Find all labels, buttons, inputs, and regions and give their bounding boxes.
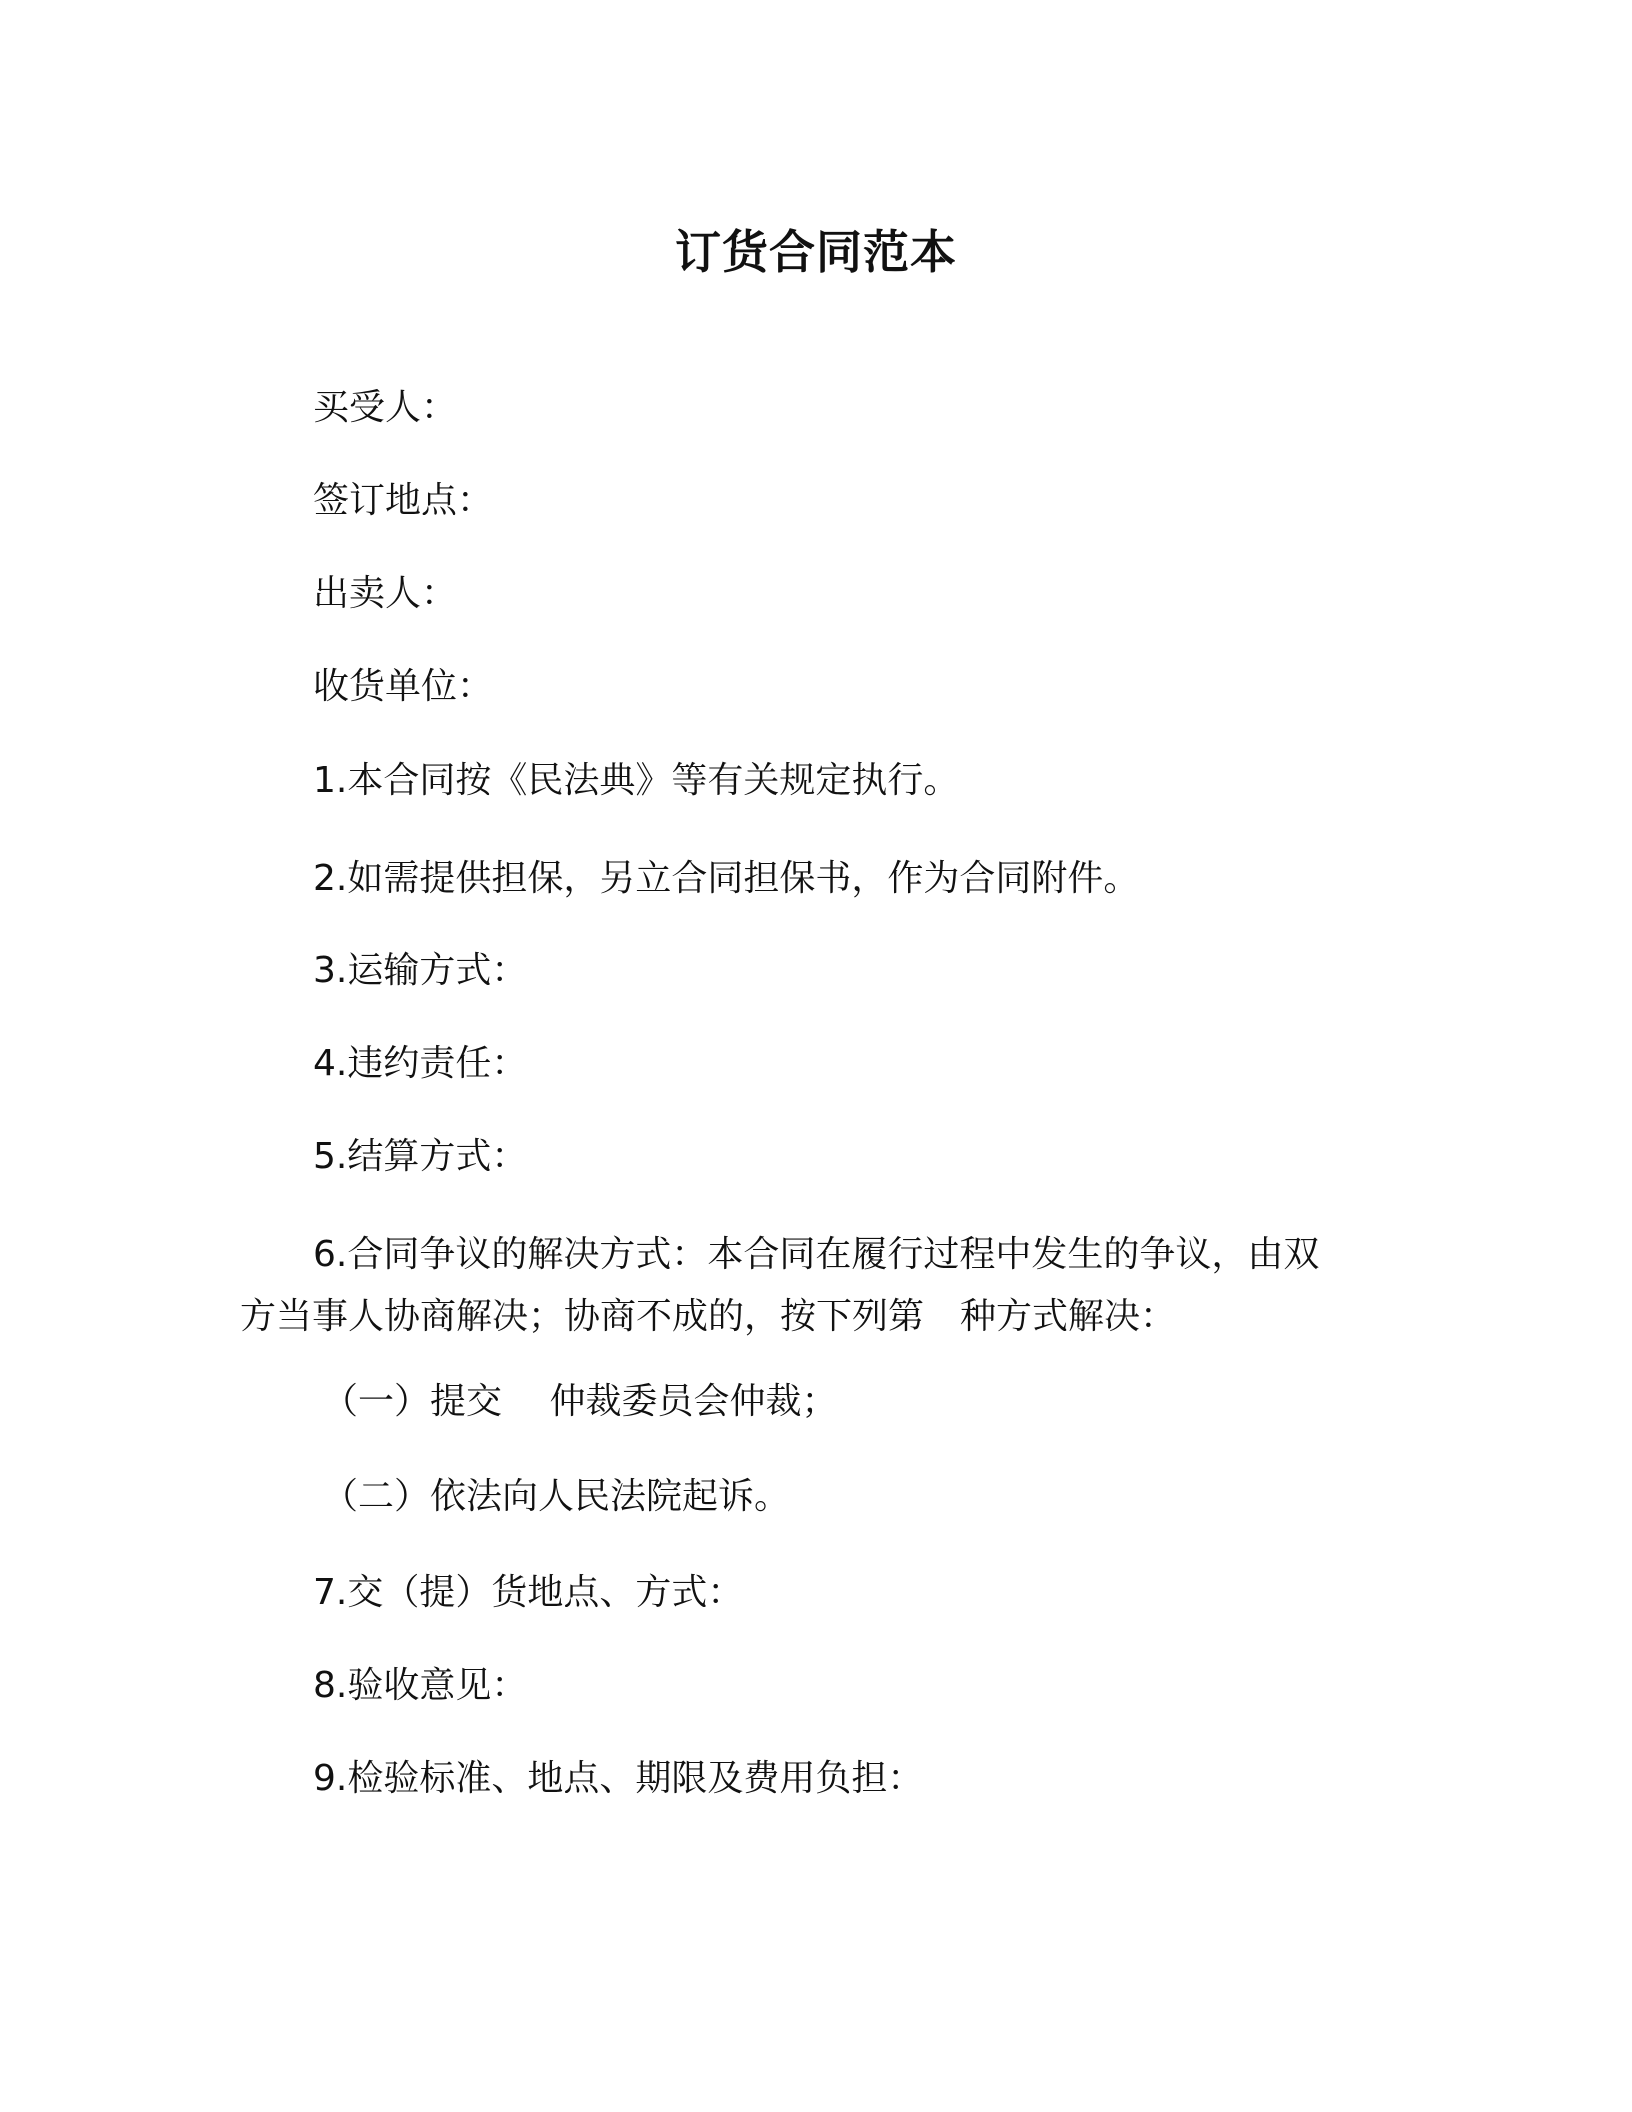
document-title: 订货合同范本 [675,225,957,279]
clause-2: 2.如需提供担保，另立合同担保书，作为合同附件。 [313,858,1140,899]
clause-6-line-1: 6.合同争议的解决方式：本合同在履行过程中发生的争议，由双 [313,1234,1320,1275]
clause-9: 9.检验标准、地点、期限及费用负担： [313,1758,924,1799]
clause-5: 5.结算方式： [313,1136,528,1177]
sign-place-field: 签订地点： [313,480,494,521]
clause-6 [240,1224,1360,1348]
clause-3: 3.运输方式： [313,950,528,991]
clause-8: 8.验收意见： [313,1665,528,1706]
clause-6-option-1: （一）提交 仲裁委员会仲裁； [322,1381,838,1422]
seller-field: 出卖人： [313,573,458,614]
buyer-field: 买受人： [313,387,458,428]
clause-7: 7.交（提）货地点、方式： [313,1572,744,1613]
clause-4: 4.违约责任： [313,1043,528,1084]
receiver-field: 收货单位： [313,666,494,707]
clause-6-option-2: （二）依法向人民法院起诉。 [322,1476,791,1517]
clause-1: 1.本合同按《民法典》等有关规定执行。 [313,760,960,801]
clause-6-line-2: 方当事人协商解决；协商不成的，按下列第 种方式解决： [240,1296,1177,1337]
